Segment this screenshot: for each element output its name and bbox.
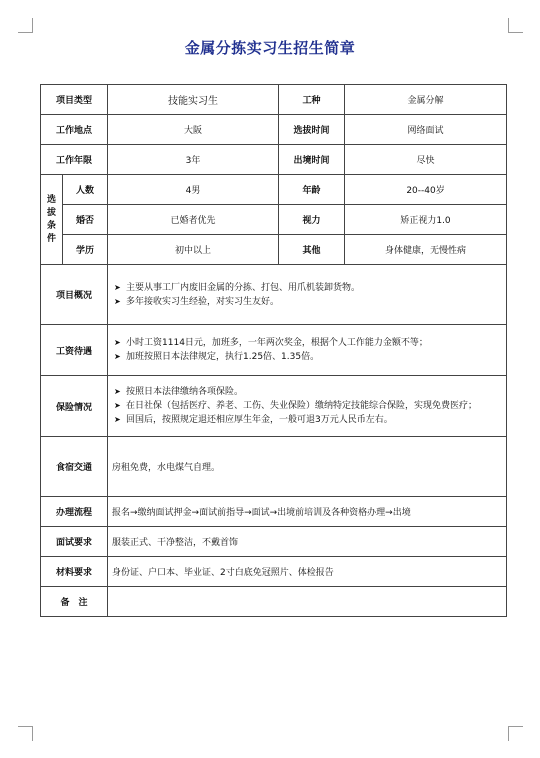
arrow-bullet-icon: ➤: [114, 282, 121, 292]
overview-content: [108, 265, 507, 325]
overview-label: 项目概况: [41, 265, 108, 325]
table-row: [41, 235, 507, 265]
materials-label: 材料要求: [41, 557, 108, 587]
table-row: [41, 205, 507, 235]
salary-label: 工资待遇: [41, 325, 108, 376]
process-label: 办理流程: [41, 497, 108, 527]
table-row: [41, 497, 507, 527]
remarks-label: 备 注: [41, 587, 108, 617]
list-item: ➤ 加班按照日本法律规定，执行1.25倍、1.35倍。: [114, 352, 320, 362]
headcount-value: 4男: [108, 175, 279, 205]
list-item: ➤ 按照日本法律缴纳各项保险。: [114, 387, 244, 397]
work-years-label: 工作年限: [41, 145, 108, 175]
interview-requirements-value: 服装正式、干净整洁，不戴首饰: [108, 527, 507, 557]
departure-time-label: 出境时间: [279, 145, 345, 175]
insurance-content: [108, 376, 507, 437]
table-row: [41, 115, 507, 145]
list-item: ➤ 主要从事工厂内废旧金属的分拣、打包、用爪机装卸货物。: [114, 282, 361, 293]
project-type-label: 项目类型: [41, 85, 108, 115]
crop-mark-top-left: [18, 18, 33, 33]
table-row: [41, 557, 507, 587]
insurance-label: 保险情况: [41, 376, 108, 437]
housing-label: 食宿交通: [41, 437, 108, 497]
list-item: ➤ 多年接收实习生经验，对实习生友好。: [114, 296, 280, 307]
selection-time-value: 网络面试: [345, 115, 507, 145]
arrow-bullet-icon: ➤: [114, 338, 121, 347]
table-row: [41, 587, 507, 617]
education-value: 初中以上: [108, 235, 279, 265]
other-label: 其他: [279, 235, 345, 265]
education-label: 学历: [63, 235, 108, 265]
materials-value: 身份证、户口本、毕业证、2寸白底免冠照片、体检报告: [108, 557, 507, 587]
work-location-value: 大阪: [108, 115, 279, 145]
list-item: ➤ 在日社保（包括医疗、养老、工伤、失业保险）缴纳特定技能综合保险，实现免费医疗；: [114, 401, 478, 411]
project-type-value: 技能实习生: [108, 85, 279, 115]
headcount-label: 人数: [63, 175, 108, 205]
salary-content: [108, 325, 507, 376]
process-value: 报名→缴纳面试押金→面试前指导→面试→出境前培训及各种资格办理→出境: [108, 497, 507, 527]
job-type-value: 金属分解: [345, 85, 507, 115]
table-row: [41, 85, 507, 115]
arrow-bullet-icon: ➤: [114, 415, 121, 424]
table-row: [41, 145, 507, 175]
departure-time-value: 尽快: [345, 145, 507, 175]
work-years-value: 3年: [108, 145, 279, 175]
work-location-label: 工作地点: [41, 115, 108, 145]
marital-value: 已婚者优先: [108, 205, 279, 235]
table-row: [41, 437, 507, 497]
list-item: ➤ 小时工资1114日元，加班多，一年两次奖金，根据个人工作能力金额不等；: [114, 338, 428, 348]
arrow-bullet-icon: ➤: [114, 352, 121, 361]
crop-mark-bottom-left: [18, 726, 33, 741]
interview-requirements-label: 面试要求: [41, 527, 108, 557]
arrow-bullet-icon: ➤: [114, 296, 121, 306]
table-row: [41, 325, 507, 376]
job-type-label: 工种: [279, 85, 345, 115]
age-value: 20--40岁: [345, 175, 507, 205]
remarks-value: [108, 587, 507, 617]
table-row: [41, 527, 507, 557]
vision-value: 矫正视力1.0: [345, 205, 507, 235]
table-row: [41, 376, 507, 437]
crop-mark-bottom-right: [508, 726, 523, 741]
housing-value: 房租免费，水电煤气自理。: [108, 437, 507, 497]
recruitment-table: [40, 84, 507, 617]
other-value: 身体健康，无慢性病: [345, 235, 507, 265]
arrow-bullet-icon: ➤: [114, 401, 121, 410]
crop-mark-top-right: [508, 18, 523, 33]
vision-label: 视力: [279, 205, 345, 235]
table-row: [41, 175, 507, 205]
selection-conditions-label: 选 拔 条 件: [41, 175, 63, 265]
marital-label: 婚否: [63, 205, 108, 235]
table-row: [41, 265, 507, 325]
age-label: 年龄: [279, 175, 345, 205]
selection-time-label: 选拔时间: [279, 115, 345, 145]
arrow-bullet-icon: ➤: [114, 387, 121, 396]
list-item: ➤ 回国后，按照规定退还相应厚生年金，一般可退3万元人民币左右。: [114, 415, 393, 425]
document-title: 金属分拣实习生招生简章: [184, 39, 356, 57]
